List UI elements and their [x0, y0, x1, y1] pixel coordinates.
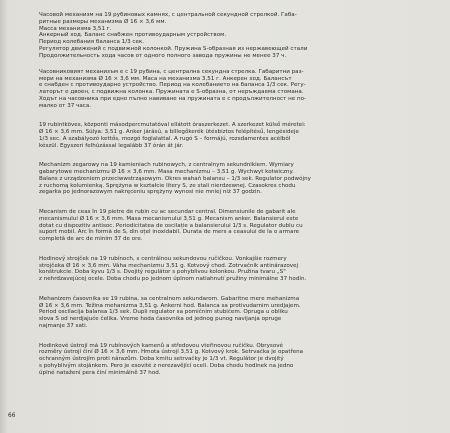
paragraph-polish	[39, 162, 450, 196]
text-line: z nehrdzavejúcej ocele. Doba chodu po jednom úplnom natiahnutí pružiny minimálne 37 hodín.	[39, 276, 307, 283]
text-line: konštrukcie. Doba kyvu 1/3 s. Dvojitý regulátor s pohyblivou kolonkou. Pružina tvaru „S"	[39, 269, 286, 276]
text-line: Анкерный ход. Баланс снабжен противоударным устройством.	[39, 32, 227, 39]
paragraph-hungarian	[39, 122, 450, 149]
text-line: najmanje 37 sati.	[39, 322, 88, 329]
text-line: Период колебания баланса 1/3 сек.	[39, 39, 145, 45]
text-line: strojčeka Ø 16 × 3,6 mm. Váha mechanizmu 3,51 g. Kotvový chod. Zotrvačník antinárazovej	[39, 262, 299, 269]
text-line: slova S od nerdjajuće čelika. Vreme hoda časovnika od jednog punog navijanja opruge	[39, 316, 282, 323]
text-line: dotat cu dispozitiv antisoc. Periodicitatea de oscilație a balansierului 1/3 s. Regulator dublu cu	[39, 222, 303, 229]
paragraph-slovak	[39, 256, 450, 283]
text-line: completă de arc de minim 37 de ore.	[39, 236, 143, 243]
text-line: Hodinkové ústrojí má 19 rubínových kamenů a středovou vteřinovou ručičku. Obrysové	[39, 342, 283, 349]
paragraph-russian	[39, 12, 450, 59]
text-line: z ruchomą kolumienką. Sprężyna w kształcie litery S, ze stali nierdzewnej. Czasokres chodu	[39, 182, 296, 189]
text-line: Продолжительность хода часов от одного полного завода пружины не менее 37 ч.	[39, 52, 287, 59]
text-line: suport mobil. Arc în formă de S, din oțel inoxidabil. Durata de mers a ceasului de la o armare	[39, 229, 300, 236]
text-line: Mechanizm zegarowy na 19 kamieniach rubinowych, z centralnym sekundnikiem. Wymiary	[39, 162, 294, 169]
text-line: 1/3 sec. A szabályozó kettős, mozgó foglalattal. A rugó S – formájú, rozsdamentes acélból	[39, 135, 291, 142]
page-number: 66	[8, 413, 16, 419]
text-line: gabarytowe mechanizmu Ø 16 × 3,6 mm. Masa mechanizmu – 3,51 g. Wychwyt kotwiczny.	[39, 169, 294, 176]
paragraph-serbocroatian	[39, 296, 450, 330]
text-line: Mecanism de ceas în 19 pietre de rubin cu ac secundar central. Dimensiunile de gabarit ale	[39, 209, 296, 216]
text-line: е снабден с противоударно устройство. Период на колебанието на баланса 1/3 сек. Регу-	[39, 82, 306, 89]
text-line: Масса механизма 3,51 г.	[39, 25, 112, 32]
text-line: Часовниковият механизъм е с 19 рубина, с централна секундна стрелка. Габаритни раз-	[39, 68, 304, 75]
text-line: Mehanizem časovnika se 19 rubina, sa centralnom sekundarom. Gabaritne mere mehanizma	[39, 295, 300, 302]
text-line: малко от 37 часа.	[39, 102, 92, 109]
text-line: Регулятор движений с подвижной колонкой. Пружина S-образная из нержавеющей стали	[39, 45, 308, 52]
text-line: латорът е двоен, с подвижна колонка. Пружината е S-образна, от неръждаема стомана.	[39, 89, 304, 96]
text-line: Ø 16 × 3,6 mm. Težina mehanizma 3,51 g. Ankerni hod. Balanca sa protivudarnim uredjajem.	[39, 302, 301, 309]
text-line: rozměry ústrojí činí Ø 16 × 3,6 mm. Hmota ústrojí 3,51 g. Kotvový krok. Setrvačka je opatřena	[39, 349, 304, 356]
text-line: Hodinový strojček na 19 rubínoch, s centrálnou sekundovou ručičkou. Vonkajšie rozmery	[39, 255, 287, 262]
text-line: мери на механизма Ø 16 × 3,6 мм. Маса на механизма 3,51 г. Анкерен ход. Балансът	[39, 75, 292, 82]
text-line: zegarka po jednorazowym nakręceniu sprężyny wynosi nie mniej niż 37 godzin.	[39, 189, 262, 196]
paragraph-bulgarian	[39, 69, 450, 110]
paragraph-romanian	[39, 209, 450, 243]
text-line: Balans z urządzeniem przeciwwstrząsowym. Okres wahań balansu – 1/3 sek. Regulator podwójny	[39, 175, 311, 182]
text-line: Часовой механизм на 19 рубиновых камнях, с центральной секундной стрелкой. Габа-	[39, 12, 297, 18]
text-line: mecanismului Ø 16 × 3,6 mm. Masa mecanismului 3,51 g. Mecanism anker. Balansierul este	[39, 215, 299, 222]
text-line: úplné natažení pera činí minimálně 37 hod.	[39, 369, 161, 376]
text-line: s pohyblivým stojánkem. Pero je esovité z nerezavějící oceli. Doba chodu hodinek na jedno	[39, 362, 294, 369]
text-line: Period oscilacija balansa 1/3 sek. Dupli regulator sa pomičnim stubićem. Opruga u obliku	[39, 309, 288, 316]
text-line: ochranným ústrojím proti nárazům. Doba kmitu setrvačky je 1/3 vt. Regulátor je dvojitý	[39, 356, 284, 363]
text-column	[39, 12, 450, 386]
text-line: ритные размеры механизма Ø 16 × 3,6 мм.	[39, 18, 167, 25]
paragraph-czech	[39, 343, 450, 377]
text-line: Ø 16 × 3,6 mm. Súlya: 3,51 g. Anker járású, a billegőkerék ütésbiztos felépítésű, lengésideje	[39, 129, 299, 136]
text-line: Ходът на часовника при едно пълно навиване на пружината е с продължителност не по-	[39, 95, 307, 102]
text-line: készül. Egyszeri felhúzással legalább 37 órán át jár.	[39, 142, 184, 149]
text-line: 19 rubintköves, központi másodpercmutatóval ellátott óraszerkezet. A szerkezet külső méretei:	[39, 122, 306, 129]
